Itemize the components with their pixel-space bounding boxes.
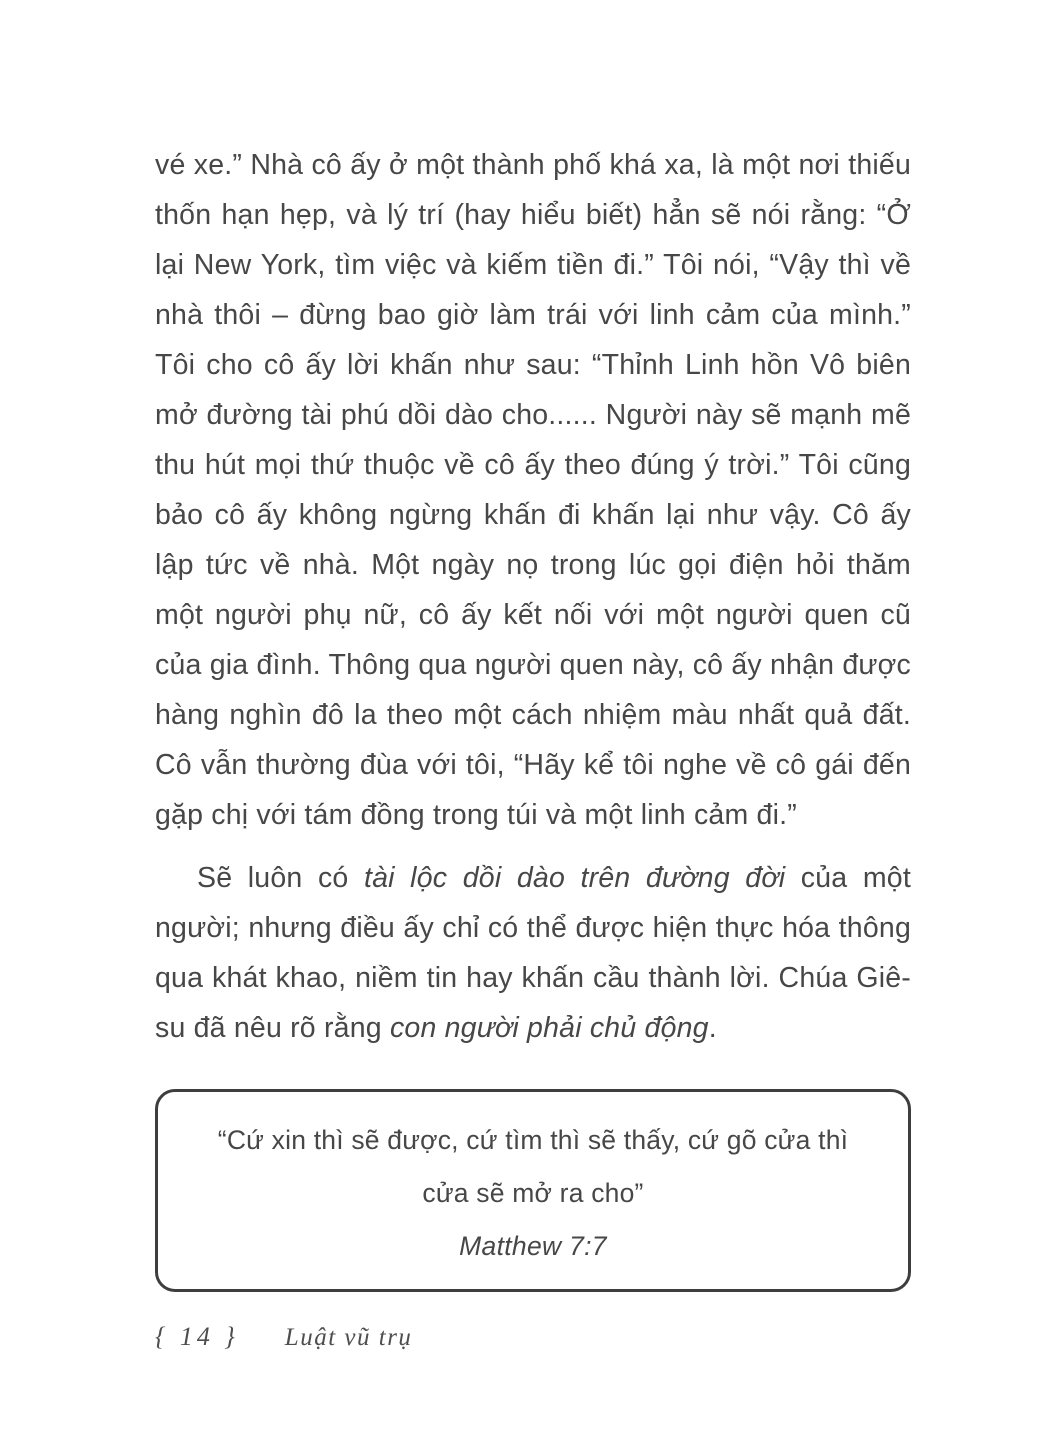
- scripture-quote-box: [155, 1089, 911, 1292]
- page-number: { 14 }: [155, 1322, 239, 1351]
- page-body: [155, 140, 911, 1292]
- quote-text: “Cứ xin thì sẽ được, cứ tìm thì sẽ thấy, cứ gõ cửa thì cửa sẽ mở ra cho”: [217, 1125, 849, 1208]
- quote-attribution: Matthew 7:7: [459, 1231, 607, 1261]
- paragraph-2-segment: .: [708, 1012, 717, 1044]
- paragraph-2-segment: của một người; nhưng điều ấy chỉ có thể được hiện thực hóa thông qua khát khao, niềm tin hay khấn cầu thành lời. Chúa Giê-su đã nêu rõ rằng: [155, 862, 911, 1044]
- paragraph-2-italic-phrase: con người phải chủ động: [389, 1012, 709, 1044]
- paragraph-2-italic-phrase: tài lộc dồi dào trên đường đời: [363, 862, 786, 894]
- paragraph-continuation: vé xe.” Nhà cô ấy ở một thành phố khá xa, là một nơi thiếu thốn hạn hẹp, và lý trí (hay hiểu biết) hẳn sẽ nói rằng: “Ở lại New York, tìm việc và kiếm tiền đi.” Tôi nói, “Vậy thì về nhà thôi – đừng bao giờ làm trái với linh cảm của mình.” Tôi cho cô ấy lời khấn như sau: “Thỉnh Linh hồn Vô biên mở đường tài phú dồi dào cho...... Người này sẽ mạnh mẽ thu hút mọi thứ thuộc về cô ấy theo đúng ý trời.” Tôi cũng bảo cô ấy không ngừng khấn đi khấn lại như vậy. Cô ấy lập tức về nhà. Một ngày nọ trong lúc gọi điện hỏi thăm một người phụ nữ, cô ấy kết nối với một người quen cũ của gia đình. Thông qua người quen này, cô ấy nhận được hàng nghìn đô la theo một cách nhiệm màu nhất quả đất. Cô vẫn thường đùa với tôi, “Hãy kể tôi nghe về cô gái đến gặp chị với tám đồng trong túi và một linh cảm đi.”: [155, 149, 911, 831]
- paragraph-2-segment: Sẽ luôn có: [197, 862, 364, 894]
- paragraph-2: [155, 853, 911, 1053]
- page-footer: [155, 1322, 412, 1352]
- book-title: Luật vũ trụ: [284, 1324, 413, 1351]
